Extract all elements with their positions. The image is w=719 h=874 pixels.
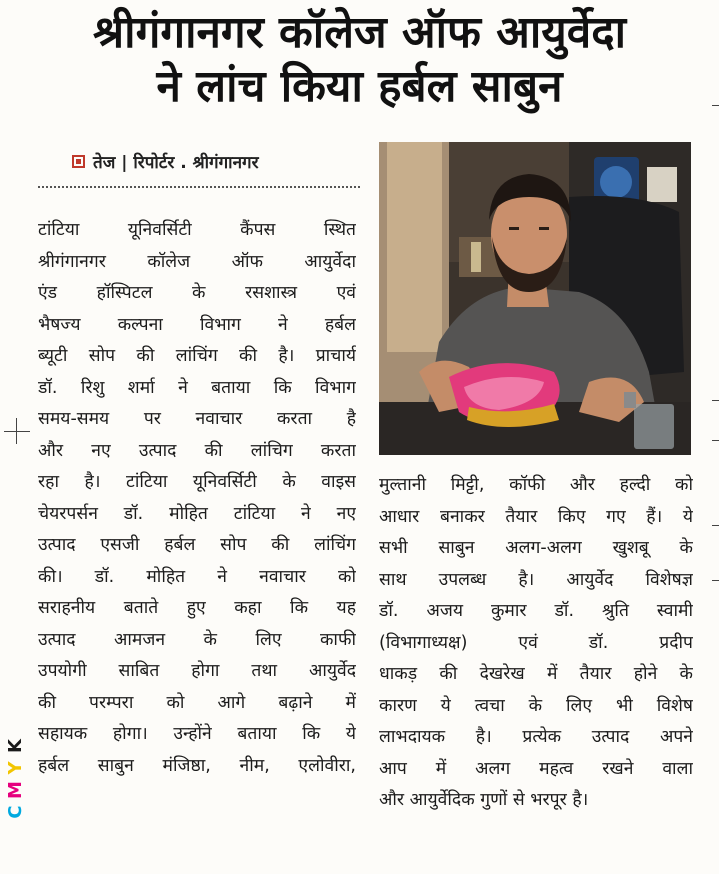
article-line: की। डॉ. मोहित ने नवाचार को: [38, 566, 356, 587]
article-line: एंड हॉस्पिटल के रसशास्त्र एवं: [38, 283, 356, 303]
article-line: डॉ. रिशु शर्मा ने बताया कि विभाग: [38, 377, 356, 398]
registration-mark-vertical: [16, 418, 17, 444]
article-line: हर्बल साबुन मंजिष्ठा, नीम, एलोवीरा,: [38, 755, 356, 776]
article-column-left: [38, 215, 356, 782]
registration-mark-horizontal: [4, 431, 30, 432]
square-bullet-icon: [72, 155, 85, 168]
article-line: आधार बनाकर तैयार किए गए हैं। ये: [379, 506, 693, 527]
byline-text: तेज | रिपोर्टर . श्रीगंगानगर: [93, 153, 259, 173]
article-line: रहा है। टांटिया यूनिवर्सिटी के वाइस: [38, 472, 356, 492]
trim-mark: [712, 525, 719, 526]
article-line: उत्पाद आमजन के लिए काफी: [38, 629, 356, 650]
article-line: और नए उत्पाद की लांचिग करता: [38, 440, 356, 461]
article-line: धाकड़ की देखरेख में तैयार होने के: [379, 664, 693, 684]
article-line: ब्यूटी सोप की लांचिंग की है। प्राचार्य: [38, 346, 356, 366]
dotted-divider: [38, 186, 360, 188]
article-line: टांटिया यूनिवर्सिटी कैंपस स्थित: [38, 220, 356, 240]
article-line: उत्पाद एसजी हर्बल सोप की लांचिंग: [38, 535, 356, 555]
article-line: समय-समय पर नवाचार करता है: [38, 409, 356, 429]
photo-man-with-soap: [379, 142, 691, 455]
article-line: लाभदायक है। प्रत्येक उत्पाद अपने: [379, 727, 693, 747]
cmyk-letter-m: M: [5, 781, 26, 799]
cmyk-letter-y: Y: [5, 761, 26, 775]
article-line: आप में अलग महत्व रखने वाला: [379, 758, 693, 779]
article-line: डॉ. अजय कुमार डॉ. श्रुति स्वामी: [379, 601, 693, 621]
article-line: श्रीगंगानगर कॉलेज ऑफ आयुर्वेदा: [38, 251, 356, 272]
byline: [72, 150, 259, 173]
trim-mark: [712, 440, 719, 441]
headline-line-2: ने लांच किया हर्बल साबुन: [156, 61, 563, 112]
article-line: (विभागाध्यक्ष) एवं डॉ. प्रदीप: [379, 632, 693, 653]
headline-line-1: श्रीगंगानगर कॉलेज ऑफ आयुर्वेदा: [93, 7, 626, 58]
cmyk-letter-c: C: [5, 805, 26, 819]
article-line: उपयोगी साबित होगा तथा आयुर्वेद: [38, 661, 356, 681]
article-line: कारण ये त्वचा के लिए भी विशेष: [379, 695, 693, 716]
cmyk-color-bar: [6, 735, 28, 835]
article-line: भैषज्य कल्पना विभाग ने हर्बल: [38, 314, 356, 335]
article-line: सहायक होगा। उन्होंने बताया कि ये: [38, 724, 356, 744]
article-line: चेयरपर्सन डॉ. मोहित टांटिया ने नए: [38, 503, 356, 524]
article-line: सभी साबुन अलग-अलग खुशबू के: [379, 538, 693, 558]
article-column-right: [379, 470, 693, 817]
article-line: की परम्परा को आगे बढ़ाने में: [38, 692, 356, 713]
cmyk-letter-k: K: [5, 739, 26, 753]
trim-mark: [712, 105, 719, 106]
trim-mark: [712, 580, 719, 581]
article-line: साथ उपलब्ध है। आयुर्वेद विशेषज्ञ: [379, 569, 693, 590]
article-line: सराहनीय बताते हुए कहा कि यह: [38, 598, 356, 618]
article-photo: [379, 142, 691, 455]
article-line: मुल्तानी मिट्टी, कॉफी और हल्दी को: [379, 475, 693, 495]
headline: [0, 6, 719, 114]
article-line: और आयुर्वेदिक गुणों से भरपूर है।: [379, 790, 589, 810]
trim-mark: [712, 400, 719, 401]
